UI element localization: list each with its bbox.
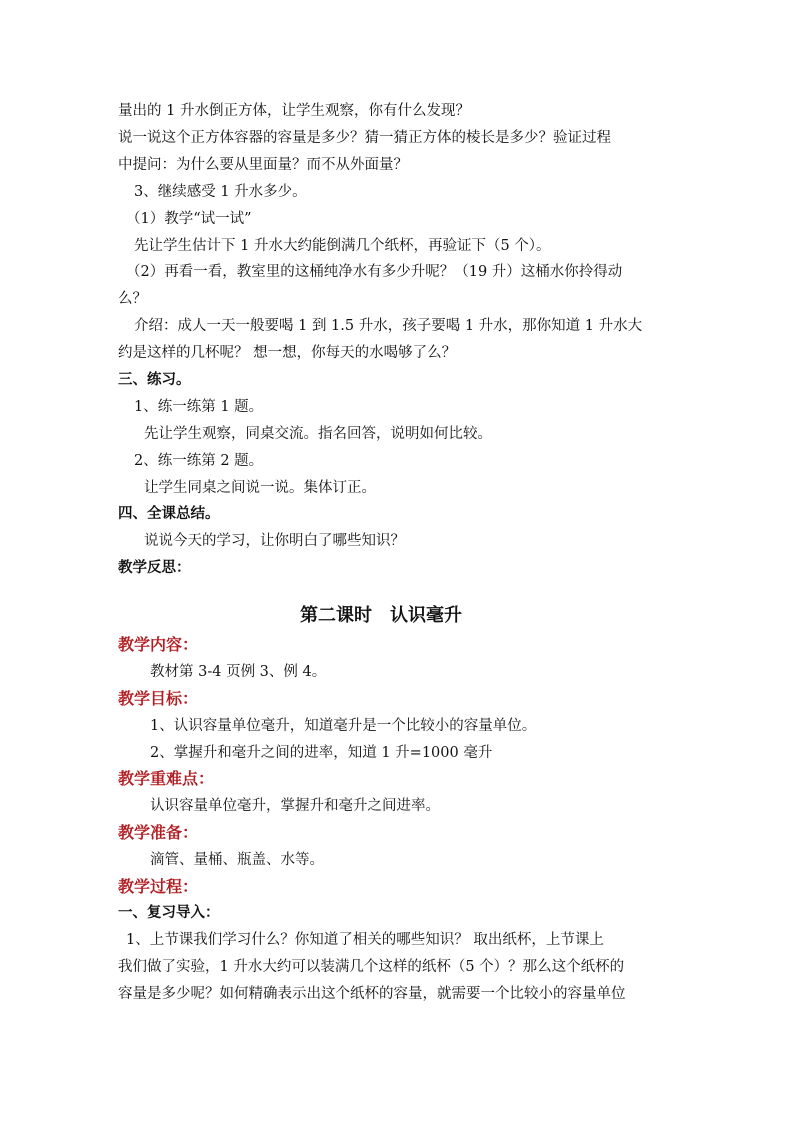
paragraph-line: 说说今天的学习，让你明白了哪些知识？ [144,533,405,549]
lesson-title-number: 第二课时 [300,605,372,626]
step-line: 3、继续感受 1 升水多少。 [134,184,307,200]
lesson-title-topic: 认识毫升 [390,605,462,626]
paragraph-line: （2）再看一看，教室里的这桶纯净水有多少升呢？（19 升）这桶水你拎得动 [126,264,623,280]
step-line: 2、练一练第 2 题。 [134,453,264,469]
paragraph-line: 么？ [118,291,147,307]
goal-item: 2、掌握升和毫升之间的进率，知道 1 升=1000 毫升 [150,745,493,761]
lesson-title [300,606,462,626]
key-points-text: 认识容量单位毫升，掌握升和毫升之间进率。 [150,798,440,814]
paragraph-line: 量出的 1 升水倒正方体，让学生观察，你有什么发现？ [118,103,470,119]
paragraph-line: 介绍：成人一天一般要喝 1 到 1.5 升水，孩子要喝 1 升水，那你知道 1 升水大 [134,318,643,334]
preparation-text: 滴管、量桶、瓶盖、水等。 [150,852,324,868]
goals-heading: 教学目标： [118,689,199,708]
paragraph-line: 让学生同桌之间说一说。集体订正。 [144,480,376,496]
section-heading: 一、复习导入： [118,904,220,921]
paragraph-line: 1、上节课我们学习什么？你知道了相关的哪些知识？ 取出纸杯，上节课上 [126,932,604,948]
goal-item: 1、认识容量单位毫升，知道毫升是一个比较小的容量单位。 [150,718,537,734]
content-text: 教材第 3-4 页例 3、例 4。 [150,664,327,680]
paragraph-line: 说一说这个正方体容器的容量是多少？猜一猜正方体的棱长是多少？验证过程 [118,130,611,146]
reflection-heading: 教学反思： [118,559,191,576]
paragraph-line: 容量是多少呢？如何精确表示出这个纸杯的容量，就需要一个比较小的容量单位 [118,986,626,1002]
process-heading: 教学过程： [118,877,199,896]
section-heading: 三、练习。 [118,371,191,388]
paragraph-line: 我们做了实验，1 升水大约可以装满几个这样的纸杯（5 个）？那么这个纸杯的 [118,959,625,975]
paragraph-line: 约是这样的几杯呢？ 想一想，你每天的水喝够了么？ [118,345,457,361]
section-heading: 四、全课总结。 [118,505,220,522]
preparation-heading: 教学准备： [118,823,199,842]
paragraph-line: 中提问：为什么要从里面量？而不从外面量？ [118,157,408,173]
key-points-heading: 教学重难点： [118,769,215,788]
step-line: 1、练一练第 1 题。 [134,399,264,415]
paragraph-line: 先让学生观察，同桌交流。指名回答，说明如何比较。 [144,426,492,442]
content-heading: 教学内容： [118,635,199,654]
step-line: （1）教学“试一试” [126,211,252,227]
paragraph-line: 先让学生估计下 1 升水大约能倒满几个纸杯，再验证下（5 个）。 [134,238,551,254]
